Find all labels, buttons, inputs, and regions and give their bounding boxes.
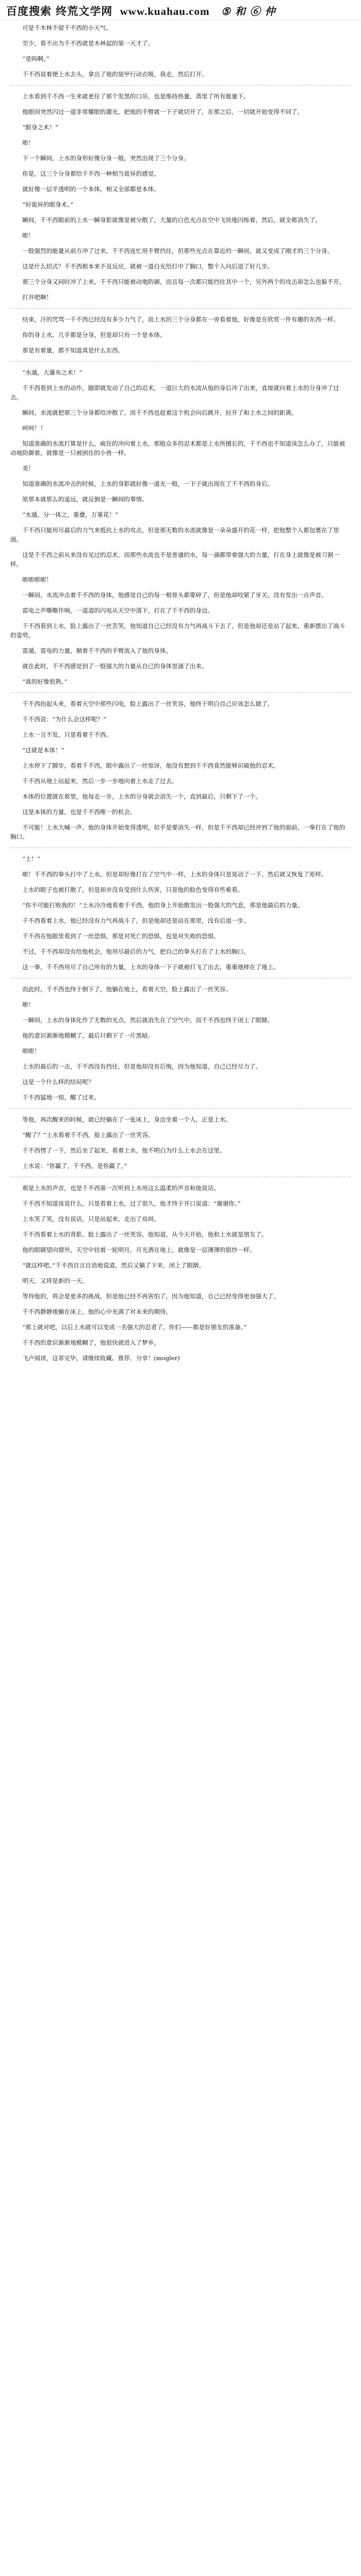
paragraph: 那是有着量，都不知道真是什么东西。 — [22, 347, 124, 354]
paragraph: 千不西的意识渐渐地模糊了，他很快就进入了梦乡。 — [22, 1339, 160, 1346]
paragraph: 千不西静静地躺在床上，他的心中充满了对未来的期待。 — [22, 1308, 172, 1315]
paragraph: 千不西看到上水的动作，随即就发动了自己的忍术，一道巨大的水流从他的身后冲了出来，直接就向着上水的分身冲了过去。 — [10, 384, 339, 401]
paragraph: 嘭！ — [22, 232, 35, 239]
paragraph: 等待他的，将会是更多的挑战，但是他已经不再害怕了，因为他知道，自己已经变得更加强大了。 — [22, 1293, 280, 1300]
site-tagline: ⑤ 和 ⑥ 仲 — [221, 5, 276, 18]
paragraph: 你的身上水，几乎都是分身，但是却只有一个是本体。 — [22, 331, 166, 338]
paragraph: 上水说：“你赢了，千不西，是你赢了。” — [22, 1162, 127, 1170]
paragraph: 打开吧啊！ — [22, 294, 53, 301]
paragraph: 原那本就那么的遥远，就反倒是一瞬间的事情。 — [22, 496, 148, 503]
paragraph: “醒了？”上水看着千不西，脸上露出了一丝笑容。 — [22, 1131, 154, 1139]
section-divider — [10, 692, 351, 693]
chapter-body — [0, 20, 361, 1363]
paragraph: 千不西在他眼里看到了一丝恐惧，那是对死亡的恐惧，也是对失败的恐惧。 — [22, 933, 220, 940]
paragraph: 嘭嘭！ — [22, 1047, 40, 1055]
paragraph: 那是上水的声音，也是千不西第一次听到上水用这么温柔的声音和他说话。 — [22, 1184, 220, 1192]
paragraph: 一瞬间，水流冲击着千不西的身体，他感觉自己的每一根骨头都要碎了，但是他却咬紧了牙关，没有发出一点声音。 — [22, 591, 327, 599]
paragraph: 美！ — [22, 465, 35, 472]
section-divider — [10, 361, 351, 362]
paragraph: 嘭！ — [22, 1001, 35, 1008]
paragraph: 嘭！千不西的拳头打中了上水，但是却好像打在了空气中一样，上水的身体只是晃动了一下，然后就又恢复了原样。 — [22, 871, 327, 878]
paragraph: 等他，再次醒来的时候，就已经躺在了一张床上，身边坐着一个人，正是上水。 — [22, 1116, 232, 1123]
paragraph: 这是一个什么样的结局呢？ — [22, 1078, 94, 1086]
paragraph: “水遁，大瀑布之术！” — [22, 369, 83, 376]
paragraph: 千不西愣了一下，然后坐了起来，看着上水，他不明白为什么上水会在这里。 — [22, 1147, 226, 1154]
paragraph: 上水一言不发，只是看着千不西。 — [22, 731, 112, 738]
site-header — [0, 0, 361, 20]
paragraph: “那上就对吧，以后上水就可以变成一名强大的忍者了，你们——都是好朋友的准备。” — [22, 1324, 247, 1331]
paragraph: 千不西看着上水，他已经没有力气再战斗了，但是他却还是站在那里，没有后退一步。 — [22, 917, 250, 924]
paragraph: 千不西抬起头来，看着天空中那些闪电，脸上露出了一丝笑容，他终于明白自己应该怎么做了。 — [22, 700, 274, 707]
paragraph: 这是千不西之前从来没有见过的忍术，而那些水流也不是普通的水，每一滴都带着强大的力量，打在身上就像是被刀割一样。 — [10, 551, 339, 568]
paragraph: “眼身之术！” — [22, 124, 59, 131]
paragraph: 就好像一层半透明的一个本体，相又全部都是本体。 — [22, 185, 160, 193]
paragraph: 下一个瞬间，上水的身形好像分身一般，突然出现了三个分身。 — [22, 155, 190, 162]
paragraph: “真的好像很熟。” — [22, 678, 68, 685]
paragraph: 知道准确的水流冲击的时候，上水的身影就好像一道光一般，一下子就出现在了千不西的身后。 — [22, 480, 274, 487]
paragraph: 就在此时，千不西感觉到了一股强大的力量从自己的身体里涌了出来。 — [22, 663, 208, 670]
paragraph: 一股强烈的能量从前方冲了过来，千不西连忙用手臂挡住，但那些光点在靠近的一瞬间，就又变成了刚才的三个分身。 — [22, 247, 334, 255]
paragraph: 嘭！ — [22, 139, 35, 146]
paragraph: 上水停下了脚步，看着千不西，眼中露出了一丝惊讶，他没有想到千不西竟然能够识破他的忍术。 — [22, 762, 280, 769]
section-divider — [10, 1108, 351, 1109]
paragraph: 上水的眼子也被打散了，但是却并没有受到什么伤害，只是他的脸色变得有些难看。 — [22, 886, 244, 893]
paragraph: 呵呵！！ — [22, 425, 46, 432]
paragraph: 这一拳，千不西用尽了自己所有的力量，上水的身体一下子就被打飞了出去，重重地摔在了地上。 — [22, 963, 280, 971]
paragraph: 而此时，千不西也终于倒下了，他躺在地上，看着天空，脸上露出了一丝笑容。 — [22, 986, 232, 993]
site-name: 百度搜索 终荒文学网 — [6, 5, 113, 18]
paragraph: 你是，这三个分身都给千不西一种相当诡异的感觉。 — [22, 170, 160, 177]
paragraph: 雷电之声嘶嘶作响，一道道的闪电从天空中落下，打在了千不西的身边。 — [22, 607, 214, 614]
paragraph: 不过，千不西却没有给他机会，他用尽最后的力气，把自己的拳头打在了上水的胸口。 — [22, 948, 250, 955]
paragraph: 千不西看到上水，脸上露出了一丝苦笑，他知道自己已经没有力气再战斗下去了，但是他却还是站了起来，重新摆出了战斗的姿势。 — [10, 622, 346, 639]
site-brand — [6, 3, 276, 19]
paragraph: 这是本体的力量，也是千不西唯一的机会。 — [22, 808, 136, 816]
paragraph: 千不西猛地一惊，醒了过来。 — [22, 1094, 100, 1101]
section-divider — [10, 308, 351, 309]
paragraph: 飞卢阅读，这章完毕，请继续收藏、推荐、分享！(mogler) — [22, 1354, 180, 1362]
paragraph: 上水看到千不西一生来就更住了那个发黑的口吊，也是维持热量，蒸里了所有能量下。 — [22, 93, 250, 100]
paragraph: 瞬间，千不西眼前的上水一瞬身影就像是被分散了，大量的白色光点在空中飞快地闪烁着，然后，就全都消失了。 — [22, 216, 321, 224]
paragraph: “就这样吧。”千不西自言自语地说道，然后又躺了下来，闭上了眼睛。 — [22, 1262, 205, 1269]
paragraph: 千不西不知道该说什么，只是看着上水，过了很久，他才终于开口说道：“谢谢你。” — [22, 1200, 241, 1207]
paragraph: 瞬间，水流就把那三个分身都给冲散了，而千不西也趁着这个机会向后跳开，拉开了和上水之间的距离。 — [22, 409, 298, 416]
paragraph: “这就是本体！” — [22, 747, 64, 754]
paragraph: “水遁，分一体之，重叠，万重花！” — [22, 511, 118, 518]
section-divider — [10, 85, 351, 86]
paragraph: 上水的最后的一击，千不西没有挡住，但是他却没有后悔，因为他知道，自己已经尽力了。 — [22, 1063, 261, 1070]
site-url[interactable]: www.kuahau.com — [120, 5, 210, 18]
paragraph: 他的意识渐渐地模糊了，最后只剩下了一片黑暗。 — [22, 1032, 154, 1039]
paragraph: 那三个分身又同时冲了上来，千不西只能被动地防御，而且每一次都只能挡住其中一个，另外两个的攻击却怎么也躲不开。 — [22, 278, 346, 285]
paragraph: 千不西说着便上水去头，拿出了他的装甲行动衣吸，我走，然后打开。 — [22, 71, 208, 78]
paragraph: 本体的位置就在那里，他每走一步，上水的分身就会消失一个，直到最后，只剩下了一个。 — [22, 793, 261, 800]
paragraph: 嘭嘭嘭嘭！ — [22, 576, 53, 583]
paragraph: 可是千木林不留千不西的小天气。 — [22, 24, 112, 31]
paragraph: 这是什么招式？千不西根本来不及反应，就被一道白光给打中了胸口，整个人向后退了好几步。 — [22, 263, 274, 270]
paragraph: 结束，汗的咒骂一千不西已经没有多少力气了，而上水的三个分身都在一旁看着他，好像是在欣赏一件有趣的东西一样。 — [22, 316, 339, 323]
paragraph: 千不西看着上水的背影，脸上露出了一丝笑容，他知道，从今天开始，他和上水就是朋友了。 — [22, 1231, 268, 1238]
paragraph: “好诡异的眼身术。” — [22, 201, 73, 208]
paragraph: 上水笑了笑，没有说话，只是站起来，走出了房间。 — [22, 1215, 160, 1223]
paragraph: 千不西从地上站起来，然后一步一步地向着上水走了过去。 — [22, 777, 178, 785]
paragraph: 一瞬间，上水的身体化作了无数的光点，然后就消失在了空气中，而千不西也终于闭上了眼睛。 — [22, 1016, 274, 1024]
paragraph: 至少，看不出为千不西就是木林起的第一天才了。 — [22, 40, 154, 47]
paragraph: 千不西只能用尽最后的力气来抵抗上水的攻击，但是那无数的水流就像是一朵朵盛开的花一样，把他整个人都包裹在了里面。 — [10, 527, 339, 543]
paragraph: 千不西说：“为什么会这样呢？” — [22, 716, 106, 723]
paragraph: 雷遁，雷电的力量，顺着千不西的手臂流入了他的身体。 — [22, 647, 172, 654]
paragraph: 他的眼睛望向窗外，天空中挂着一轮明月，月光洒在地上，就像是一层薄薄的银纱一样。 — [22, 1246, 256, 1253]
paragraph: “上！” — [22, 855, 41, 862]
paragraph: 他眼间突然闪过一道非常耀眼的激光，把他的手臂就一下子就切开了，在那之后，一切就开始变得不同了。 — [22, 108, 304, 115]
paragraph: 不可能！上水大喊一声，他的身体开始变得透明，似乎是要消失一样，但是千不西却已经冲到了他的面前，一拳打在了他的胸口。 — [10, 824, 346, 840]
paragraph: 知道准确的水流打算是什么，疯狂的冲向着上水，那般众多的忍术都是上水所擅长的，千不西也不知道该怎么办了，只能被动地防御着，就像是一只被困住的小兽一样。 — [10, 440, 346, 456]
paragraph: “是吗啊。” — [22, 55, 50, 62]
paragraph: “你不可能打败我的！”上水冷冷地看着千不西，他的身上开始散发出一股强大的气息，那是他最后的力量。 — [22, 902, 304, 909]
paragraph: 明天，又将是新的一天。 — [22, 1277, 88, 1284]
